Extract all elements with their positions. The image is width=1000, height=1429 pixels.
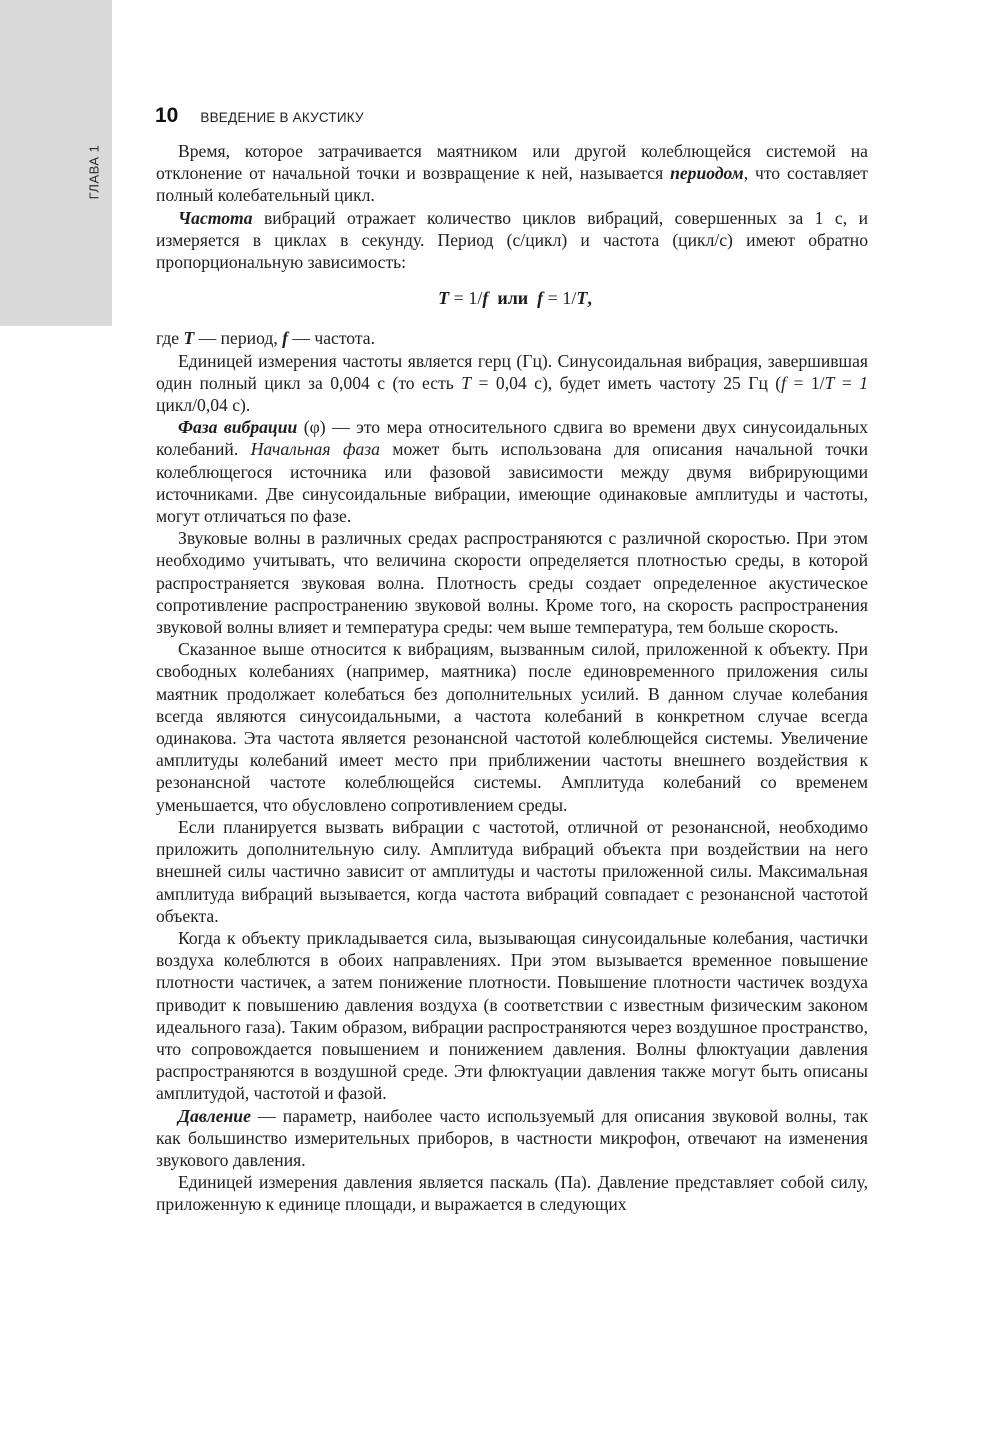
- paragraph-phase: Фаза вибрации (φ) — это мера относительного сдвига во времени двух синусоидальных колебаний. Начальная фаза может быть использована для описания начальной точки колеблющегося источника или фазовой зависимости между двумя вибрирующими источниками. Две синусоидальные вибрации, имеющие одинаковые амплитуды и частоты, могут отличаться по фазе.: [156, 417, 868, 527]
- term-period: периодом: [670, 163, 744, 184]
- body-text: [156, 140, 868, 1216]
- term-initial-phase: Начальная фаза: [250, 439, 380, 460]
- formula-period-frequency: T = 1/f или f = 1/T,: [438, 288, 592, 309]
- chapter-tab: [0, 0, 112, 326]
- paragraph-frequency: Частота вибраций отражает количество циклов вибраций, совершенных за 1 с, и измеряется в циклах в секунду. Период (с/цикл) и частота (цикл/с) имеют обратно пропорциональную зависимость:: [156, 207, 868, 273]
- paragraph-air-particles: Когда к объекту прикладывается сила, вызывающая синусоидальные колебания, частички воздуха колеблются в обоих направлениях. При этом вызывается временное повышение плотности частичек, а затем понижение плотности. Повышение плотности частичек воздуха приводит к повышению давления воздуха (в соответствии с известным физическим законом идеального газа). Таким образом, вибрации распространяются через воздушное пространство, что сопровождается повышением и понижением давления. Волны флюктуации давления распространяются в воздушной среде. Эти флюктуации давления также могут быть описаны амплитудой, частотой и фазой.: [156, 927, 868, 1104]
- running-head: [155, 104, 364, 128]
- paragraph-sound-speed: Звуковые волны в различных средах распространяются с различной скоростью. При этом необходимо учитывать, что величина скорости определяется плотностью среды, в которой распространяется звуковая волна. Плотность среды создает определенное акустическое сопротивление распространению звуковой волны. Кроме того, на скорость распространения звуковой волны влияет и температура среды: чем выше температура, тем больше скорость.: [156, 528, 868, 638]
- chapter-label: ГЛАВА 1: [86, 144, 102, 200]
- paragraph-period: Время, которое затрачивается маятником или другой колеблющейся системой на отклонение от начальной точки и возвращение к ней, называется периодом, что составляет полный колебательный цикл.: [156, 141, 868, 206]
- page-number: 10: [155, 104, 179, 127]
- paragraph-forced-vibration: Если планируется вызвать вибрации с частотой, отличной от резонансной, необходимо приложить дополнительную силу. Амплитуда вибраций объекта при воздействии на него внешней силы частично зависит от амплитуды и частоты приложенной силы. Максимальная амплитуда вибраций вызывается, когда частота вибраций совпадает с резонансной частотой объекта.: [156, 816, 868, 926]
- paragraph-free-oscillation: Сказанное выше относится к вибрациям, вызванным силой, приложенной к объекту. При свободных колебаниях (например, маятника) после единовременного приложения силы маятник продолжает колебаться без дополнительных усилий. В данном случае колебания всегда являются синусоидальными, а частота колебаний в конкретном случае всегда одинакова. Эта частота является резонансной частотой колеблющейся системы. Увеличение амплитуды колебаний имеет место при приближении частоты внешнего воздействия к резонансной частоте колеблющейся системы. Амплитуда колебаний со временем уменьшается, что обусловлено сопротивлением среды.: [156, 639, 868, 815]
- term-phase: Фаза вибрации: [178, 417, 298, 438]
- term-pressure: Давление: [178, 1105, 251, 1126]
- running-title: ВВЕДЕНИЕ В АКУСТИКУ: [200, 110, 364, 125]
- paragraph-pascal: Единицей измерения давления является паскаль (Па). Давление представляет собой силу, приложенную к единице площади, и выражается в следующих: [156, 1172, 868, 1215]
- paragraph-hertz: Единицей измерения частоты является герц (Гц). Синусоидальная вибрация, завершившая один полный цикл за 0,004 с (то есть T = 0,04 с), будет иметь частоту 25 Гц (f = 1/T = 1 цикл/0,04 с).: [156, 350, 868, 416]
- term-frequency: Частота: [178, 207, 253, 228]
- paragraph-where: где T — период, f — частота.: [156, 328, 375, 349]
- paragraph-pressure: Давление — параметр, наиболее часто используемый для описания звуковой волны, так как большинство измерительных приборов, в частности микрофон, отвечают на изменения звукового давления.: [156, 1105, 868, 1170]
